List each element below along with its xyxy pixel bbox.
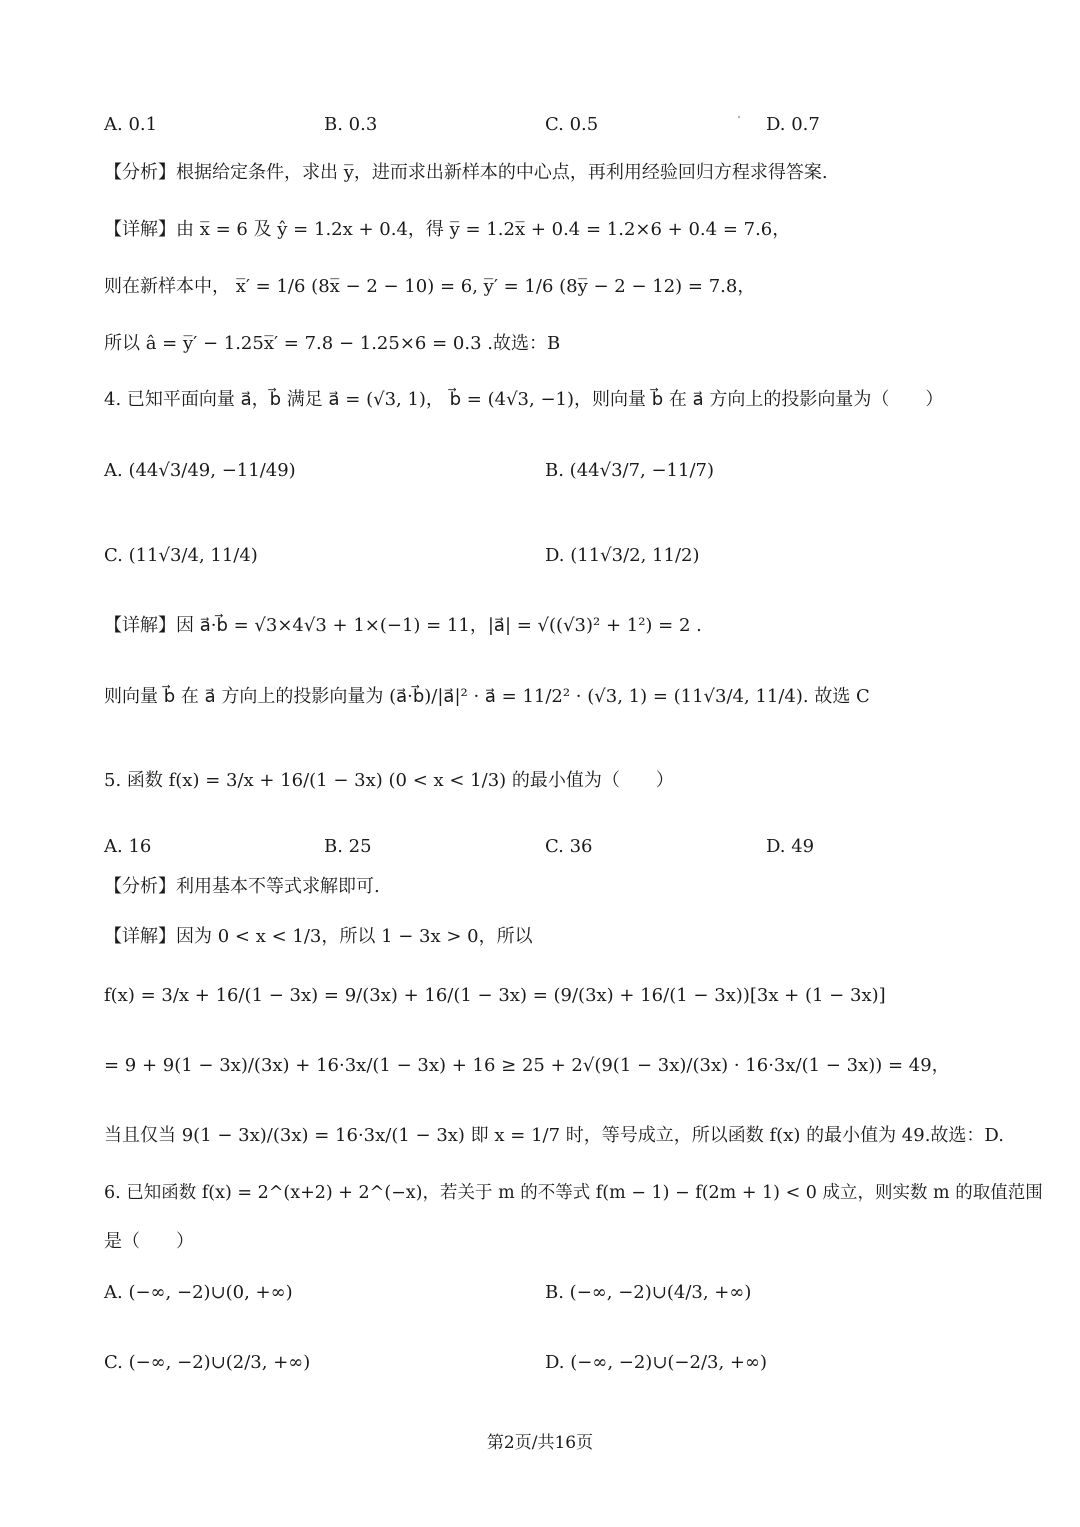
q6-option-a: A. (−∞, −2)∪(0, +∞)	[104, 1282, 293, 1303]
q3-detail-3: 所以 â = y̅′ − 1.25x̅′ = 7.8 − 1.25×6 = 0.3 .故选：B	[104, 333, 561, 354]
q5-stem: 5. 函数 f(x) = 3/x + 16/(1 − 3x) (0 < x < 1/3) 的最小值为（ ）	[104, 770, 674, 791]
q5-option-c: C. 36	[545, 836, 593, 857]
q4-option-c: C. (11√3/4, 11/4)	[104, 545, 258, 566]
q6-stem-2: 是（ ）	[104, 1231, 194, 1252]
speck	[738, 116, 740, 118]
q3-detail-1: 【详解】由 x̅ = 6 及 ŷ = 1.2x + 0.4，得 y̅ = 1.2x̅ + 0.4 = 1.2×6 + 0.4 = 7.6，	[104, 219, 791, 240]
q3-option-d: D. 0.7	[766, 114, 820, 135]
q4-detail-1: 【详解】因 a⃗·b⃗ = √3×4√3 + 1×(−1) = 11，|a⃗| = √((√3)² + 1²) = 2 .	[104, 615, 702, 636]
q6-option-b: B. (−∞, −2)∪(4/3, +∞)	[545, 1282, 752, 1303]
q4-detail-2: 则向量 b⃗ 在 a⃗ 方向上的投影向量为 (a⃗·b⃗)/|a⃗|² · a⃗ = 11/2² · (√3, 1) = (11√3/4, 11/4). 故选 C	[104, 686, 870, 707]
page-footer: 第2页/共16页	[486, 1433, 594, 1453]
q3-detail-2: 则在新样本中， x̅′ = 1/6 (8x̅ − 2 − 10) = 6, y̅′ = 1/6 (8y̅ − 2 − 12) = 7.8，	[104, 276, 756, 297]
q3-analysis: 【分析】根据给定条件，求出 y̅，进而求出新样本的中心点，再利用经验回归方程求得答案.	[104, 162, 828, 183]
q4-option-a: A. (44√3/49, −11/49)	[104, 460, 296, 481]
q4-option-b: B. (44√3/7, −11/7)	[545, 460, 715, 481]
q5-option-a: A. 16	[104, 836, 152, 857]
q6-stem-1: 6. 已知函数 f(x) = 2^(x+2) + 2^(−x)，若关于 m 的不等式 f(m − 1) − f(2m + 1) < 0 成立，则实数 m 的取值范围	[104, 1183, 1043, 1203]
q5-option-d: D. 49	[766, 836, 815, 857]
q5-detail-1: 【详解】因为 0 < x < 1/3，所以 1 − 3x > 0，所以	[104, 926, 533, 947]
q3-option-b: B. 0.3	[324, 114, 378, 135]
q5-analysis: 【分析】利用基本不等式求解即可.	[104, 876, 380, 897]
q4-stem: 4. 已知平面向量 a⃗，b⃗ 满足 a⃗ = (√3, 1)， b⃗ = (4√3, −1)，则向量 b⃗ 在 a⃗ 方向上的投影向量为（ ）	[104, 389, 944, 410]
q5-detail-2: f(x) = 3/x + 16/(1 − 3x) = 9/(3x) + 16/(1 − 3x) = (9/(3x) + 16/(1 − 3x))[3x + (1 − 3x)]	[104, 985, 886, 1006]
q3-option-c: C. 0.5	[545, 114, 599, 135]
q6-option-c: C. (−∞, −2)∪(2/3, +∞)	[104, 1352, 311, 1373]
q6-option-d: D. (−∞, −2)∪(−2/3, +∞)	[545, 1352, 768, 1373]
q3-option-a: A. 0.1	[104, 114, 158, 135]
q4-option-d: D. (11√3/2, 11/2)	[545, 545, 700, 566]
q5-detail-3: = 9 + 9(1 − 3x)/(3x) + 16·3x/(1 − 3x) + 16 ≥ 25 + 2√(9(1 − 3x)/(3x) · 16·3x/(1 − 3x)) = 49，	[104, 1055, 950, 1076]
q5-detail-4: 当且仅当 9(1 − 3x)/(3x) = 16·3x/(1 − 3x) 即 x = 1/7 时，等号成立，所以函数 f(x) 的最小值为 49.故选：D.	[104, 1125, 1004, 1146]
q5-option-b: B. 25	[324, 836, 372, 857]
